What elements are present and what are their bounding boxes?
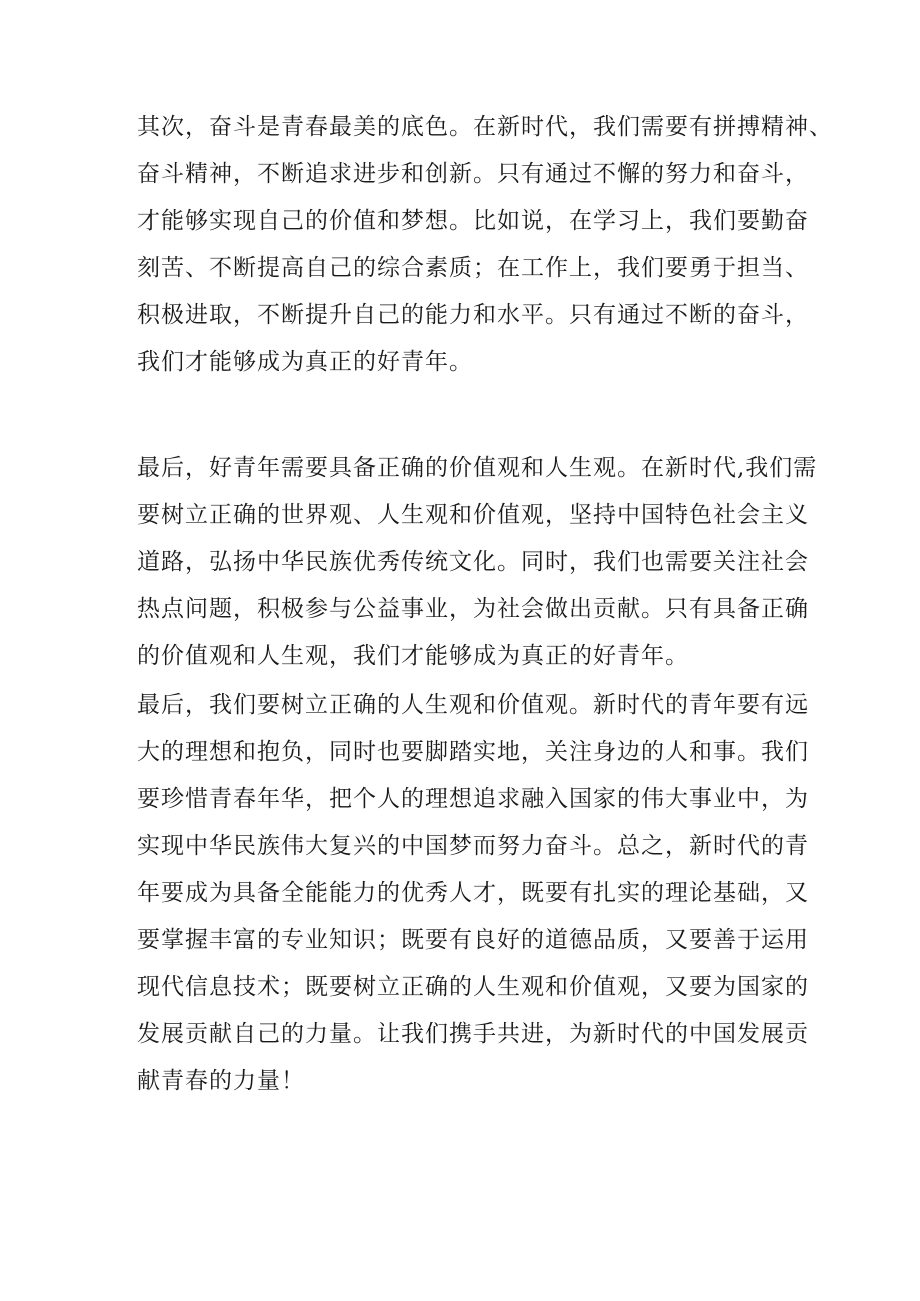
text-line: 刻苦、不断提高自己的综合素质；在工作上，我们要勇于担当、: [137, 255, 809, 281]
text-line: 道路，弘扬中华民族优秀传统文化。同时，我们也需要关注社会: [137, 549, 809, 575]
text-line: 献青春的力量！: [137, 1068, 305, 1094]
text-line: 要树立正确的世界观、人生观和价值观，坚持中国特色社会主义: [137, 502, 809, 528]
paragraph-conclusion: [137, 682, 809, 1105]
paragraph-struggle: [137, 104, 833, 386]
text-line: 我们才能够成为真正的好青年。: [137, 349, 473, 375]
text-line: 实现中华民族伟大复兴的中国梦而努力奋斗。总之，新时代的青: [137, 833, 809, 859]
text-line: 的价值观和人生观，我们才能够成为真正的好青年。: [137, 643, 689, 669]
text-line: 最后，我们要树立正确的人生观和价值观。新时代的青年要有远: [137, 692, 809, 718]
paragraph-values: [137, 445, 818, 680]
text-line: 热点问题，积极参与公益事业，为社会做出贡献。只有具备正确: [137, 596, 809, 622]
text-line: 发展贡献自己的力量。让我们携手共进，为新时代的中国发展贡: [137, 1021, 809, 1047]
text-line: 积极进取，不断提升自己的能力和水平。只有通过不断的奋斗，: [137, 302, 809, 328]
text-line: 最后，好青年需要具备正确的价值观和人生观。在新时代,我们需: [137, 455, 818, 481]
text-line: 年要成为具备全能能力的优秀人才，既要有扎实的理论基础，又: [137, 880, 809, 906]
text-line: 要珍惜青春年华，把个人的理想追求融入国家的伟大事业中，为: [137, 786, 809, 812]
text-line: 其次，奋斗是青春最美的底色。在新时代，我们需要有拼搏精神、: [137, 114, 833, 140]
text-line: 奋斗精神，不断追求进步和创新。只有通过不懈的努力和奋斗，: [137, 161, 809, 187]
text-line: 才能够实现自己的价值和梦想。比如说，在学习上，我们要勤奋: [137, 208, 809, 234]
text-line: 现代信息技术；既要树立正确的人生观和价值观，又要为国家的: [137, 974, 809, 1000]
text-line: 要掌握丰富的专业知识；既要有良好的道德品质，又要善于运用: [137, 927, 809, 953]
text-line: 大的理想和抱负，同时也要脚踏实地，关注身边的人和事。我们: [137, 739, 809, 765]
